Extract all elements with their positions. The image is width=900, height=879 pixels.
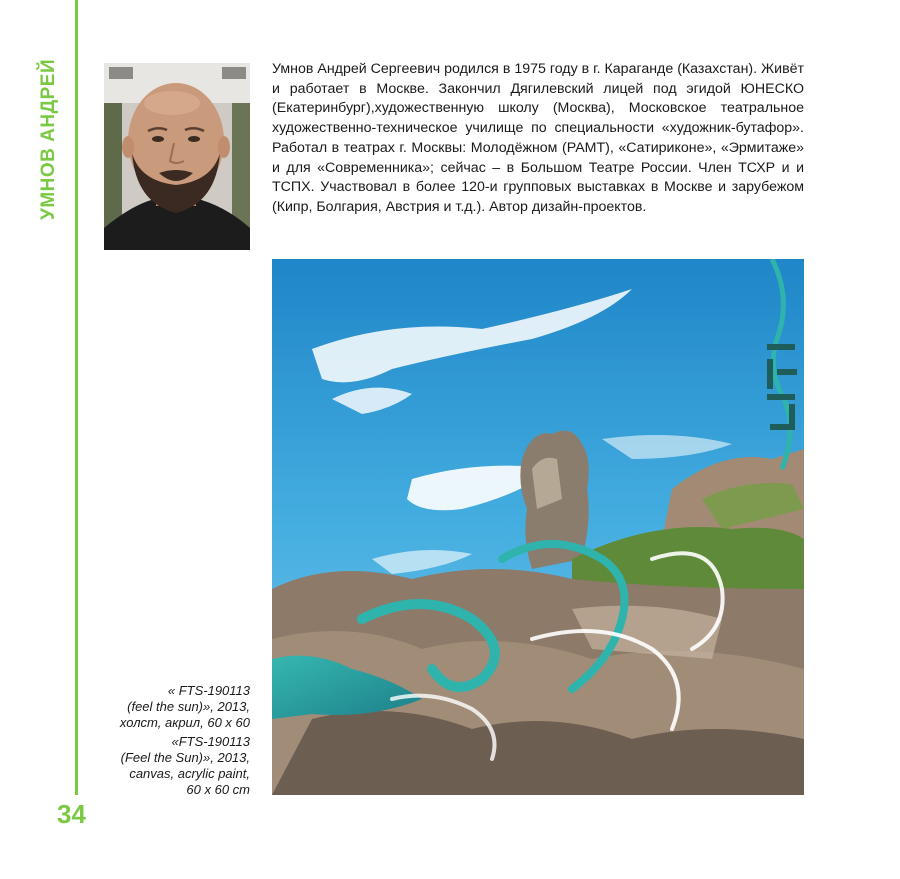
caption-ru-line-2: (feel the sun)», 2013, xyxy=(127,699,250,714)
page-number: 34 xyxy=(57,799,86,829)
artist-portrait-photo xyxy=(104,63,250,250)
caption-ru-line-3: холст, акрил, 60 х 60 xyxy=(119,715,250,730)
artist-biography: Умнов Андрей Сергеевич родился в 1975 году в г. Караганде (Казахстан). Живёт и работает в Москве. Закончил Дягилевский лицей под эгидой ЮНЕСКО (Екатеринбург),художественную школу (Москва), Московское театральное художественно-техническое училище по специальности «художник-бутафор». Работал в театрах г. Москвы: Молодёжном (РАМТ), «Сатириконе», «Эрмитаже» и для «Современника»; сейчас – в Большом Театре России. Член ТСХР и и ТСПХ. Участвовал в более 120-и групповых выставках в Москве и зарубежом (Кипр, Болгария, Австрия и т.д.). Автор дизайн-проектов. xyxy=(272,61,804,215)
caption-en-line-2: (Feel the Sun)», 2013, xyxy=(120,750,250,765)
painting-feel-the-sun xyxy=(272,259,804,795)
artist-name-vertical-title: УМНОВ АНДРЕЙ xyxy=(38,58,59,220)
caption-en-line-4: 60 х 60 cm xyxy=(186,782,250,797)
artwork-caption xyxy=(100,683,250,801)
caption-en-line-1: «FTS-190113 xyxy=(171,734,250,749)
caption-en-line-3: canvas, acrylic paint, xyxy=(129,766,250,781)
caption-ru-line-1: « FTS-190113 xyxy=(167,683,250,698)
